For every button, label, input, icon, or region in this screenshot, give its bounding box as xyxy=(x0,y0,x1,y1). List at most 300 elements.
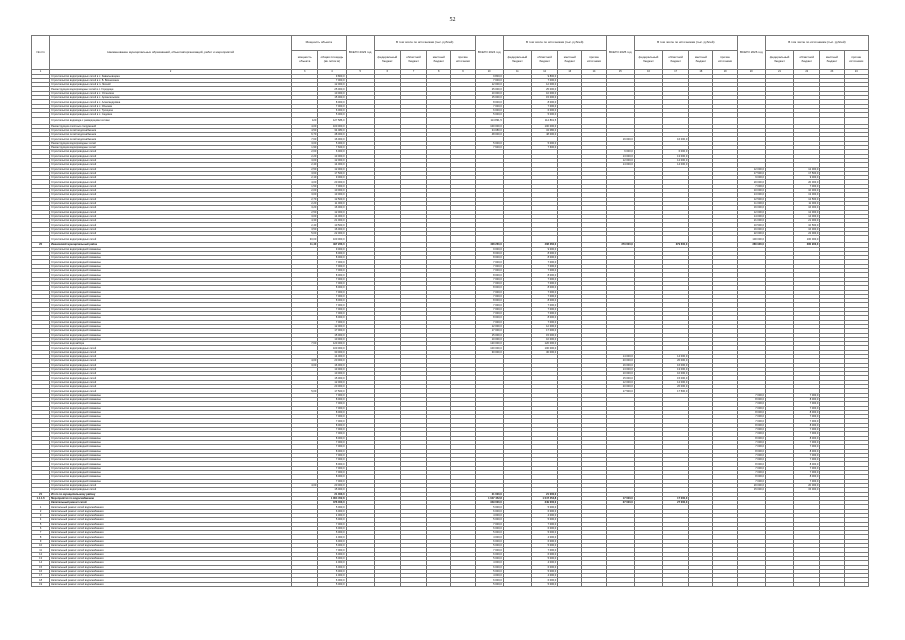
row-value: 7 000,0 xyxy=(318,445,346,449)
row-value: 17 000,0 xyxy=(318,329,346,333)
row-value: 14 000,0 xyxy=(606,163,634,167)
row-value: 8 000,0 xyxy=(532,316,558,320)
row-value: 7 000,0 xyxy=(737,440,765,444)
row-value: 16 000,0 xyxy=(794,227,820,231)
row-value: 8 000,0 xyxy=(318,286,346,290)
row-value: 20 000,0 xyxy=(794,483,820,487)
row-number: 6 xyxy=(32,526,50,530)
row-value: 16 000,0 xyxy=(318,206,346,210)
row-value: 2,40 xyxy=(292,163,318,167)
row-value xyxy=(663,117,689,124)
row-value: 2,40 xyxy=(292,223,318,227)
row-value: 34 080,0 xyxy=(532,128,558,132)
row-cell-empty xyxy=(346,236,374,243)
row-value: 7 000,0 xyxy=(318,307,346,311)
row-value: 20 000,0 xyxy=(663,385,689,389)
row-value: 7 000,0 xyxy=(532,264,558,268)
row-value: 7 000,0 xyxy=(318,312,346,316)
header-total-2026: ВСЕГО 2026 год xyxy=(737,36,765,70)
row-name: Строительство водопроводных сетей xyxy=(50,176,292,180)
row-name: Строительство водопроводных сетей в с. Завальевщина xyxy=(50,74,292,78)
row-cell-empty xyxy=(374,582,400,586)
row-name: Строительство водопроводных сетей xyxy=(50,483,292,487)
row-value: 4 000,0 xyxy=(318,513,346,517)
row-value: 48 000,0 xyxy=(475,133,503,137)
row-cell-empty xyxy=(689,236,713,243)
row-value: 2,50 xyxy=(292,210,318,214)
row-name: Строительство водопроводных сетей xyxy=(50,219,292,223)
row-value: 10 500,0 xyxy=(737,223,765,227)
row-name: Капитальный ремонт сетей водоснабжения xyxy=(50,513,292,517)
row-value: 4 000,0 xyxy=(532,513,558,517)
row-value xyxy=(794,582,820,586)
row-value: 11,40 xyxy=(292,243,318,247)
row-name: Капитальный ремонт сетей водоснабжения xyxy=(50,548,292,552)
row-value: 8 000,0 xyxy=(475,256,503,260)
row-value: 4,00 xyxy=(292,359,318,363)
row-number: 21 xyxy=(32,492,50,496)
header-no: № п/п xyxy=(32,36,50,70)
row-value: 13 000,0 xyxy=(606,367,634,371)
row-value: 12 500,0 xyxy=(737,197,765,201)
row-value: 25 000,0 xyxy=(318,87,346,91)
row-value: 8 000,0 xyxy=(318,316,346,320)
row-value: 20 000,0 xyxy=(318,483,346,487)
header-incl-2023: В том числе по источникам (тыс. рублей) xyxy=(374,36,475,51)
row-value: 8 000,0 xyxy=(318,273,346,277)
row-value: 7 000,0 xyxy=(318,78,346,82)
row-value: 16 000,0 xyxy=(663,137,689,141)
row-value: 8 000,0 xyxy=(318,449,346,453)
row-cell-empty xyxy=(844,117,868,124)
row-number: 1.1.1.6 xyxy=(32,496,50,500)
row-value: 7 000,0 xyxy=(532,307,558,311)
row-value: 15 000,0 xyxy=(606,376,634,380)
row-value: 48 000,0 xyxy=(318,133,346,137)
row-value: 8 000,0 xyxy=(737,410,765,414)
row-name: Строительство водопроводных сетей xyxy=(50,367,292,371)
row-value: 5 000,0 xyxy=(532,113,558,117)
row-value: 6 000,0 xyxy=(318,150,346,154)
row-cell-empty xyxy=(503,582,531,586)
row-name: Капитальный ремонт сетей водоснабжения xyxy=(50,569,292,573)
row-name: Строительство водопроводной скважины xyxy=(50,445,292,449)
row-value: 408 260,0 xyxy=(532,243,558,247)
row-value: 7 000,0 xyxy=(318,290,346,294)
column-number: 12 xyxy=(532,70,558,75)
header-src-mest: местный бюджет xyxy=(558,51,582,70)
header-src-obl: областной бюджет xyxy=(400,51,426,70)
row-value: 15 000,0 xyxy=(318,488,346,492)
row-value: 10 000,0 xyxy=(532,91,558,95)
row-name: Капитальный ремонт сетей водоснабжения xyxy=(50,535,292,539)
row-value: 22 000,0 xyxy=(318,231,346,235)
row-value: 2,70 xyxy=(292,197,318,201)
row-name: Строительство водопроводных сетей в с. Александровка xyxy=(50,100,292,104)
row-value: 7 600,0 xyxy=(532,146,558,150)
row-value: 12 500,0 xyxy=(794,197,820,201)
row-value: 15 000,0 xyxy=(318,96,346,100)
row-name: Капитальный ремонт сетей водоснабжения xyxy=(50,552,292,556)
row-number: 10 xyxy=(32,544,50,548)
row-value: 12 000,0 xyxy=(606,380,634,384)
row-value: 7 000,0 xyxy=(737,393,765,397)
row-value: 10 000,0 xyxy=(318,189,346,193)
header-src-other: прочие источники xyxy=(451,51,475,70)
row-value: 21 000,0 xyxy=(475,492,503,496)
row-cell-empty xyxy=(634,582,662,586)
row-value: 7,60 xyxy=(292,137,318,141)
row-value: 7 000,0 xyxy=(794,419,820,423)
row-value: 21 000,0 xyxy=(532,492,558,496)
row-value: 8 000,0 xyxy=(475,100,503,104)
row-value: 10 000,0 xyxy=(318,337,346,341)
row-value xyxy=(663,236,689,243)
row-cell-empty xyxy=(582,117,606,124)
row-value: 8 000,0 xyxy=(475,273,503,277)
row-value: 12 000,0 xyxy=(606,158,634,162)
row-value: 8 000,0 xyxy=(532,256,558,260)
row-value: 14 000,0 xyxy=(663,355,689,359)
row-value: 7 000,0 xyxy=(532,269,558,273)
row-cell-empty xyxy=(689,582,713,586)
row-name: Строительство водопроводной скважины xyxy=(50,428,292,432)
row-value: 34 080,0 xyxy=(475,128,503,132)
row-value: 100 000,0 xyxy=(794,236,820,243)
row-value: 8 000,0 xyxy=(318,436,346,440)
header-incl-2026: В том числе по источникам (тыс. рублей) xyxy=(765,36,868,51)
row-name: Строительство водопроводных сетей xyxy=(50,227,292,231)
row-cell-empty xyxy=(844,582,868,586)
row-name: Капитальный ремонт сетей водоснабжения xyxy=(50,531,292,535)
row-value: 8 000,0 xyxy=(737,436,765,440)
row-number: 11 xyxy=(32,548,50,552)
row-number: 20 xyxy=(32,243,50,247)
header-src-fed: федеральный бюджет xyxy=(503,51,531,70)
row-value: 8 000,0 xyxy=(737,423,765,427)
row-name: Строительство водопроводной скважины xyxy=(50,402,292,406)
header-src-mest: местный бюджет xyxy=(820,51,844,70)
row-cell-empty xyxy=(713,117,737,124)
row-value: 7 000,0 xyxy=(532,78,558,82)
row-cell-empty xyxy=(820,117,844,124)
row-value: 10 000,0 xyxy=(663,372,689,376)
row-name: Строительство водопроводных сетей xyxy=(50,389,292,393)
row-name: Строительство водопроводной скважины xyxy=(50,269,292,273)
row-value: 4 000,0 xyxy=(532,561,558,565)
row-value: 5 000,0 xyxy=(532,518,558,522)
row-value: 7 600,0 xyxy=(475,146,503,150)
row-value: 9 000,0 xyxy=(318,176,346,180)
row-value: 6 000,0 xyxy=(663,150,689,154)
row-value xyxy=(606,117,634,124)
row-value: 8 000,0 xyxy=(318,100,346,104)
row-name: Строительство водопроводных сетей xyxy=(50,158,292,162)
row-value: 5,00 xyxy=(292,231,318,235)
row-value: 7 000,0 xyxy=(318,428,346,432)
row-value: 17 500,0 xyxy=(318,171,346,175)
row-value: 5 000,0 xyxy=(475,582,503,586)
row-value: 7 000,0 xyxy=(475,281,503,285)
row-name: Строительство сетей водоснабжения xyxy=(50,133,292,137)
row-value: 7 000,0 xyxy=(794,432,820,436)
row-value: 7 000,0 xyxy=(737,458,765,462)
row-value: 6 000,0 xyxy=(318,565,346,569)
row-value: 9 800,0 xyxy=(318,74,346,78)
row-value: 16 000,0 xyxy=(737,227,765,231)
row-name: Капитальный ремонт сетей водоснабжения xyxy=(50,518,292,522)
row-value: 379 600,0 xyxy=(606,243,634,247)
row-name: Строительство водопроводной скважины xyxy=(50,324,292,328)
row-value: 48 000,0 xyxy=(532,133,558,137)
row-value: 8 000,0 xyxy=(318,462,346,466)
header-src-fed: федеральный бюджет xyxy=(374,51,400,70)
column-number: 5 xyxy=(346,70,374,75)
row-value: 6 000,0 xyxy=(475,565,503,569)
row-value: 7 000,0 xyxy=(532,260,558,264)
header-src-mest: местный бюджет xyxy=(427,51,451,70)
column-number: 7 xyxy=(400,70,426,75)
row-value: 14 000,0 xyxy=(737,214,765,218)
row-name: Строительство водопроводных сетей xyxy=(50,350,292,354)
row-cell-empty xyxy=(451,117,475,124)
column-number: 18 xyxy=(689,70,713,75)
row-value: 7 000,0 xyxy=(737,419,765,423)
row-value: 17 000,0 xyxy=(532,329,558,333)
row-name: Строительство водопроводных сетей в с. Садовое xyxy=(50,113,292,117)
row-name: Строительство водопроводных сетей xyxy=(50,223,292,227)
column-number: 24 xyxy=(844,70,868,75)
row-value: 8 000,0 xyxy=(794,397,820,401)
row-value: 5 000,0 xyxy=(318,141,346,145)
row-value: 7 000,0 xyxy=(318,277,346,281)
row-name: Капитальный ремонт сетей водоснабжения xyxy=(50,544,292,548)
row-value: 6 000,0 xyxy=(318,552,346,556)
row-value: 4 000,0 xyxy=(475,535,503,539)
row-value: 7 000,0 xyxy=(794,453,820,457)
header-src-fed: федеральный бюджет xyxy=(634,51,662,70)
row-value: 12 500,0 xyxy=(318,197,346,201)
row-value: 5 000,0 xyxy=(475,505,503,509)
row-value: 7 000,0 xyxy=(475,290,503,294)
row-value: 4,00 xyxy=(292,124,318,128)
row-value: 13 000,0 xyxy=(737,193,765,197)
row-value: 12 000,0 xyxy=(318,167,346,171)
header-src-obl: областной бюджет xyxy=(663,51,689,70)
row-value: 7 000,0 xyxy=(475,269,503,273)
row-name: Строительство водопроводных сетей в с. Успенское xyxy=(50,91,292,95)
row-number: 3 xyxy=(32,513,50,517)
row-value: 120 000,0 xyxy=(532,342,558,346)
row-cell-empty xyxy=(374,117,400,124)
row-cell-empty xyxy=(427,117,451,124)
row-name: Капитальный ремонт сетей xyxy=(50,501,292,505)
row-value: 6 000,0 xyxy=(475,552,503,556)
row-value: 7 000,0 xyxy=(794,402,820,406)
budget-table-sheet xyxy=(31,35,869,587)
row-value: 7 000,0 xyxy=(737,453,765,457)
row-value: 17 000,0 xyxy=(475,329,503,333)
row-value: 13 000,0 xyxy=(318,193,346,197)
row-value: 7 000,0 xyxy=(318,402,346,406)
row-value: 7 000,0 xyxy=(475,294,503,298)
row-value: 7 000,0 xyxy=(318,269,346,273)
row-value: 6 000,0 xyxy=(532,552,558,556)
row-name: Строительство водопроводной скважины xyxy=(50,290,292,294)
row-value: 7 000,0 xyxy=(532,548,558,552)
row-value: 3,00 xyxy=(292,363,318,367)
row-value: 17 000,0 xyxy=(663,496,689,500)
column-number: 17 xyxy=(663,70,689,75)
row-value: 30,00 xyxy=(292,236,318,243)
row-value: 8 000,0 xyxy=(794,410,820,414)
row-value: 17 500,0 xyxy=(737,171,765,175)
row-name: Капитальный ремонт сетей водоснабжения xyxy=(50,578,292,582)
row-name: Строительство водопроводных сетей xyxy=(50,380,292,384)
row-value: 100 000,0 xyxy=(737,236,765,243)
row-value: 8 000,0 xyxy=(737,449,765,453)
row-value: 100 000,0 xyxy=(318,346,346,350)
row-value: 376 000,0 xyxy=(318,501,346,505)
row-value: 20 000,0 xyxy=(737,483,765,487)
row-value: 6,70 xyxy=(292,133,318,137)
row-value: 8 000,0 xyxy=(318,423,346,427)
row-value: 5 000,0 xyxy=(318,113,346,117)
row-name: Строительство водопроводной скважины xyxy=(50,432,292,436)
row-value: 100 000,0 xyxy=(318,236,346,243)
row-value: 3,00 xyxy=(292,141,318,145)
row-value: 21 000,0 xyxy=(737,219,765,223)
row-value: 5 000,0 xyxy=(318,531,346,535)
row-value: 12 000,0 xyxy=(318,83,346,87)
row-value: 7 000,0 xyxy=(318,264,346,268)
row-value: 7 000,0 xyxy=(532,303,558,307)
page-number: 52 xyxy=(449,17,456,23)
row-cell-empty xyxy=(689,117,713,124)
header-src-mest: местный бюджет xyxy=(689,51,713,70)
row-cell-empty xyxy=(400,236,426,243)
row-value: 17 500,0 xyxy=(663,389,689,393)
row-cell-empty xyxy=(503,236,531,243)
row-value: 12 000,0 xyxy=(663,380,689,384)
row-value: 5 000,0 xyxy=(475,556,503,560)
row-name: Капитальный ремонт сетей водоснабжения xyxy=(50,526,292,530)
row-value xyxy=(606,236,634,243)
row-cell-empty xyxy=(765,236,793,243)
row-value: 13 000,0 xyxy=(663,367,689,371)
row-value: 7 000,0 xyxy=(794,393,820,397)
row-value: 20 000,0 xyxy=(318,359,346,363)
row-value: 7 000,0 xyxy=(318,294,346,298)
row-name: Реконструкция водопроводных сетей в с. Городище xyxy=(50,87,292,91)
row-cell-empty xyxy=(634,236,662,243)
row-value: 4 000,0 xyxy=(475,513,503,517)
row-value: 7 000,0 xyxy=(475,320,503,324)
row-name: Строительство водопроводной скважины xyxy=(50,471,292,475)
row-value: 6 000,0 xyxy=(475,578,503,582)
row-value: 12 000,0 xyxy=(475,324,503,328)
row-name: Строительство водопроводных сетей в с. Архангельское xyxy=(50,96,292,100)
row-name: Строительство водопроводной скважины xyxy=(50,247,292,251)
row-value: 100 000,0 xyxy=(475,346,503,350)
row-name: Строительство водопроводной скважины xyxy=(50,307,292,311)
row-value: 127 586,0 xyxy=(318,117,346,124)
row-value: 6 000,0 xyxy=(475,108,503,112)
row-name: Строительство водопроводных сетей xyxy=(50,167,292,171)
row-value: 13 000,0 xyxy=(606,154,634,158)
table-row xyxy=(32,582,869,586)
row-name: Строительство водопроводной скважины xyxy=(50,440,292,444)
row-value: 9 000,0 xyxy=(794,176,820,180)
row-value: 4,50 xyxy=(292,128,318,132)
row-name: Строительство водопроводной скважины xyxy=(50,320,292,324)
header-src-fed: федеральный бюджет xyxy=(765,51,793,70)
row-value: 5 000,0 xyxy=(532,544,558,548)
row-name: Строительство водопроводных сетей xyxy=(50,184,292,188)
row-number: 17 xyxy=(32,574,50,578)
row-value: 10 500,0 xyxy=(794,223,820,227)
row-name: Строительство водопроводной скважины xyxy=(50,479,292,483)
row-cell-empty xyxy=(765,582,793,586)
header-incl-2024: В том числе по источникам (тыс. рублей) xyxy=(503,36,606,51)
row-value: 8 000,0 xyxy=(794,436,820,440)
row-cell-empty xyxy=(820,236,844,243)
row-name: Строительство водопроводных сетей в с. Троицкое xyxy=(50,108,292,112)
header-name: Наименование муниципальных образований, объектов/организаций, работ и мероприятий xyxy=(50,36,292,70)
row-number: 16 xyxy=(32,569,50,573)
row-name: Капитальный ремонт сетей водоснабжения xyxy=(50,574,292,578)
row-value: 12 000,0 xyxy=(737,210,765,214)
row-name: Строительство водопроводных сетей xyxy=(50,193,292,197)
row-number: 18 xyxy=(32,578,50,582)
row-number: 2 xyxy=(32,509,50,513)
row-value: 4 000,0 xyxy=(318,574,346,578)
row-value: 12 000,0 xyxy=(318,158,346,162)
row-name: Строительство водопроводной скважины xyxy=(50,299,292,303)
row-name: Строительство водопроводных сетей xyxy=(50,210,292,214)
row-value: 10 000,0 xyxy=(737,189,765,193)
row-value: 15 000,0 xyxy=(475,333,503,337)
row-value: 2,20 xyxy=(292,201,318,205)
row-cell-empty xyxy=(820,582,844,586)
row-value: 16 000,0 xyxy=(318,137,346,141)
header-capacity: Мощность объекта xyxy=(292,36,346,51)
row-value xyxy=(737,582,765,586)
row-value: 9 000,0 xyxy=(475,247,503,251)
row-value: 8 000,0 xyxy=(532,299,558,303)
row-value: 7 000,0 xyxy=(532,277,558,281)
column-number: 23 xyxy=(820,70,844,75)
row-value: 27 000,0 xyxy=(663,501,689,505)
row-name: Строительство водопроводной скважины xyxy=(50,397,292,401)
row-value: 8 000,0 xyxy=(475,286,503,290)
row-cell-empty xyxy=(844,236,868,243)
row-value: 3,00 xyxy=(292,193,318,197)
row-value: 8 000,0 xyxy=(475,316,503,320)
row-value: 17 500,0 xyxy=(794,171,820,175)
row-value: 5 000,0 xyxy=(475,544,503,548)
row-value: 30 000,0 xyxy=(475,350,503,354)
row-cell-empty xyxy=(558,582,582,586)
column-number: 21 xyxy=(765,70,793,75)
row-value: 9 000,0 xyxy=(737,176,765,180)
row-value: 25 000,0 xyxy=(475,87,503,91)
row-value xyxy=(606,582,634,586)
row-name: Строительство водопроводной скважины xyxy=(50,333,292,337)
row-name: Строительство водопроводной скважины xyxy=(50,329,292,333)
row-value: 100 000,0 xyxy=(532,124,558,128)
row-number: 1 xyxy=(32,505,50,509)
